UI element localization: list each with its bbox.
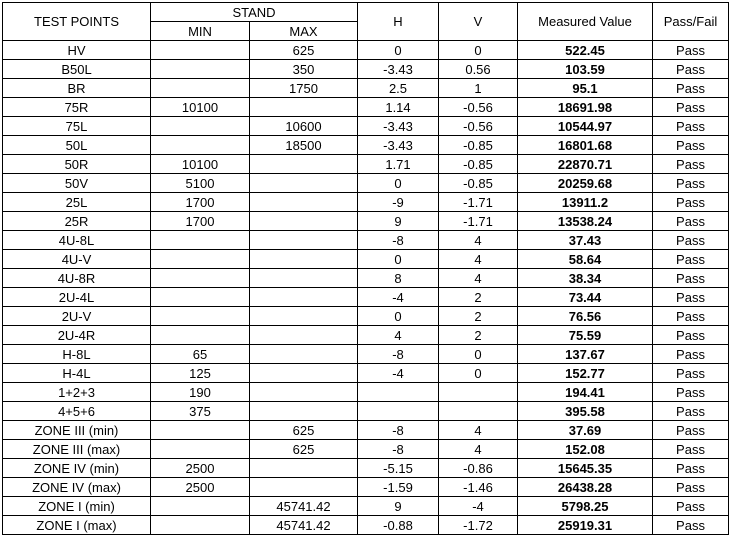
table-row <box>3 402 729 421</box>
cell-h: 2.5 <box>358 79 439 98</box>
header-pass-fail: Pass/Fail <box>653 3 729 41</box>
cell-h: 8 <box>358 269 439 288</box>
table-row <box>3 174 729 193</box>
cell-pass-fail: Pass <box>653 364 729 383</box>
cell-v: 1 <box>439 79 518 98</box>
table-row <box>3 269 729 288</box>
cell-min: 2500 <box>151 459 250 478</box>
cell-min <box>151 136 250 155</box>
cell-test-point: 50V <box>3 174 151 193</box>
cell-max <box>250 307 358 326</box>
cell-min <box>151 250 250 269</box>
cell-test-point: 75R <box>3 98 151 117</box>
header-max: MAX <box>250 22 358 41</box>
cell-h: 1.14 <box>358 98 439 117</box>
cell-v: -1.71 <box>439 212 518 231</box>
cell-pass-fail: Pass <box>653 402 729 421</box>
cell-pass-fail: Pass <box>653 98 729 117</box>
cell-h: 0 <box>358 174 439 193</box>
cell-min <box>151 288 250 307</box>
table-row <box>3 459 729 478</box>
cell-v: 0 <box>439 345 518 364</box>
table-row <box>3 79 729 98</box>
table-row <box>3 117 729 136</box>
cell-pass-fail: Pass <box>653 478 729 497</box>
cell-pass-fail: Pass <box>653 136 729 155</box>
cell-v: -1.71 <box>439 193 518 212</box>
cell-v: 0 <box>439 41 518 60</box>
table-row <box>3 98 729 117</box>
cell-min <box>151 326 250 345</box>
cell-pass-fail: Pass <box>653 421 729 440</box>
cell-max <box>250 459 358 478</box>
cell-pass-fail: Pass <box>653 193 729 212</box>
cell-max <box>250 288 358 307</box>
table-header <box>3 3 729 41</box>
cell-measured-value: 152.77 <box>518 364 653 383</box>
cell-test-point: 4U-8R <box>3 269 151 288</box>
table-row <box>3 497 729 516</box>
cell-pass-fail: Pass <box>653 231 729 250</box>
cell-min <box>151 41 250 60</box>
cell-h: 9 <box>358 212 439 231</box>
cell-max <box>250 326 358 345</box>
cell-pass-fail: Pass <box>653 345 729 364</box>
cell-measured-value: 22870.71 <box>518 155 653 174</box>
cell-h: -3.43 <box>358 60 439 79</box>
cell-test-point: ZONE IV (max) <box>3 478 151 497</box>
cell-max <box>250 231 358 250</box>
cell-measured-value: 13538.24 <box>518 212 653 231</box>
cell-measured-value: 395.58 <box>518 402 653 421</box>
cell-v: -4 <box>439 497 518 516</box>
cell-pass-fail: Pass <box>653 440 729 459</box>
cell-measured-value: 73.44 <box>518 288 653 307</box>
cell-measured-value: 25919.31 <box>518 516 653 535</box>
cell-test-point: 2U-4R <box>3 326 151 345</box>
cell-v: -1.46 <box>439 478 518 497</box>
cell-min <box>151 269 250 288</box>
cell-v <box>439 402 518 421</box>
table-row <box>3 250 729 269</box>
cell-min <box>151 497 250 516</box>
cell-v: 2 <box>439 326 518 345</box>
table-row <box>3 288 729 307</box>
cell-test-point: 25R <box>3 212 151 231</box>
table-row <box>3 41 729 60</box>
cell-h: -4 <box>358 288 439 307</box>
table-row <box>3 516 729 535</box>
cell-min <box>151 421 250 440</box>
table-row <box>3 231 729 250</box>
cell-min: 1700 <box>151 212 250 231</box>
cell-v: 2 <box>439 288 518 307</box>
table-row <box>3 307 729 326</box>
cell-measured-value: 37.43 <box>518 231 653 250</box>
cell-v: 2 <box>439 307 518 326</box>
cell-h: 0 <box>358 307 439 326</box>
table-row <box>3 155 729 174</box>
cell-h: 0 <box>358 250 439 269</box>
table-row <box>3 364 729 383</box>
cell-test-point: H-4L <box>3 364 151 383</box>
table-row <box>3 421 729 440</box>
cell-test-point: 2U-V <box>3 307 151 326</box>
cell-h: 0 <box>358 41 439 60</box>
cell-measured-value: 76.56 <box>518 307 653 326</box>
cell-test-point: 4U-V <box>3 250 151 269</box>
table-row <box>3 440 729 459</box>
cell-test-point: 75L <box>3 117 151 136</box>
cell-measured-value: 37.69 <box>518 421 653 440</box>
cell-h: -9 <box>358 193 439 212</box>
cell-measured-value: 95.1 <box>518 79 653 98</box>
cell-max: 625 <box>250 41 358 60</box>
cell-test-point: ZONE I (max) <box>3 516 151 535</box>
cell-v <box>439 383 518 402</box>
cell-h: -8 <box>358 345 439 364</box>
table-body <box>3 41 729 535</box>
cell-max <box>250 250 358 269</box>
cell-measured-value: 26438.28 <box>518 478 653 497</box>
header-h: H <box>358 3 439 41</box>
cell-pass-fail: Pass <box>653 41 729 60</box>
cell-h: -3.43 <box>358 117 439 136</box>
cell-test-point: 50L <box>3 136 151 155</box>
table-row <box>3 326 729 345</box>
cell-test-point: 4U-8L <box>3 231 151 250</box>
cell-v: 4 <box>439 269 518 288</box>
cell-v: 4 <box>439 421 518 440</box>
cell-max <box>250 212 358 231</box>
table-row <box>3 345 729 364</box>
cell-measured-value: 75.59 <box>518 326 653 345</box>
cell-min <box>151 231 250 250</box>
cell-min <box>151 516 250 535</box>
cell-measured-value: 58.64 <box>518 250 653 269</box>
table-row <box>3 60 729 79</box>
cell-max <box>250 98 358 117</box>
cell-min: 190 <box>151 383 250 402</box>
cell-h: -5.15 <box>358 459 439 478</box>
header-v: V <box>439 3 518 41</box>
cell-measured-value: 18691.98 <box>518 98 653 117</box>
cell-pass-fail: Pass <box>653 269 729 288</box>
cell-v: -1.72 <box>439 516 518 535</box>
cell-measured-value: 103.59 <box>518 60 653 79</box>
cell-max: 625 <box>250 440 358 459</box>
cell-pass-fail: Pass <box>653 60 729 79</box>
cell-min: 2500 <box>151 478 250 497</box>
cell-test-point: HV <box>3 41 151 60</box>
cell-measured-value: 522.45 <box>518 41 653 60</box>
table-row <box>3 478 729 497</box>
cell-max <box>250 174 358 193</box>
cell-measured-value: 20259.68 <box>518 174 653 193</box>
table-row <box>3 193 729 212</box>
cell-max: 45741.42 <box>250 497 358 516</box>
cell-test-point: B50L <box>3 60 151 79</box>
cell-min: 375 <box>151 402 250 421</box>
test-results-table <box>2 2 729 535</box>
cell-pass-fail: Pass <box>653 497 729 516</box>
header-min: MIN <box>151 22 250 41</box>
cell-min: 65 <box>151 345 250 364</box>
cell-max: 1750 <box>250 79 358 98</box>
table-row <box>3 212 729 231</box>
cell-h <box>358 402 439 421</box>
cell-measured-value: 152.08 <box>518 440 653 459</box>
cell-test-point: ZONE IV (min) <box>3 459 151 478</box>
cell-h: -3.43 <box>358 136 439 155</box>
cell-pass-fail: Pass <box>653 326 729 345</box>
cell-measured-value: 194.41 <box>518 383 653 402</box>
cell-measured-value: 137.67 <box>518 345 653 364</box>
cell-min <box>151 79 250 98</box>
cell-measured-value: 13911.2 <box>518 193 653 212</box>
cell-h: 9 <box>358 497 439 516</box>
cell-pass-fail: Pass <box>653 212 729 231</box>
cell-max <box>250 478 358 497</box>
cell-max <box>250 269 358 288</box>
cell-max <box>250 155 358 174</box>
cell-min: 10100 <box>151 155 250 174</box>
header-measured-value: Measured Value <box>518 3 653 41</box>
cell-test-point: 1+2+3 <box>3 383 151 402</box>
cell-pass-fail: Pass <box>653 459 729 478</box>
cell-v: -0.56 <box>439 98 518 117</box>
cell-test-point: ZONE III (max) <box>3 440 151 459</box>
cell-test-point: 4+5+6 <box>3 402 151 421</box>
cell-v: 0.56 <box>439 60 518 79</box>
cell-min: 125 <box>151 364 250 383</box>
cell-max: 18500 <box>250 136 358 155</box>
cell-pass-fail: Pass <box>653 250 729 269</box>
table-row <box>3 383 729 402</box>
cell-max: 10600 <box>250 117 358 136</box>
cell-v: 4 <box>439 250 518 269</box>
cell-h: -8 <box>358 231 439 250</box>
cell-v: -0.86 <box>439 459 518 478</box>
cell-test-point: 25L <box>3 193 151 212</box>
cell-test-point: 50R <box>3 155 151 174</box>
cell-v: 4 <box>439 440 518 459</box>
header-stand: STAND <box>151 3 358 22</box>
cell-pass-fail: Pass <box>653 155 729 174</box>
cell-max: 45741.42 <box>250 516 358 535</box>
cell-v: -0.85 <box>439 136 518 155</box>
cell-max <box>250 364 358 383</box>
cell-min: 5100 <box>151 174 250 193</box>
cell-min <box>151 117 250 136</box>
cell-min: 1700 <box>151 193 250 212</box>
cell-test-point: 2U-4L <box>3 288 151 307</box>
cell-pass-fail: Pass <box>653 307 729 326</box>
cell-h: -1.59 <box>358 478 439 497</box>
cell-measured-value: 15645.35 <box>518 459 653 478</box>
cell-v: -0.85 <box>439 174 518 193</box>
cell-min: 10100 <box>151 98 250 117</box>
cell-max: 625 <box>250 421 358 440</box>
cell-test-point: ZONE I (min) <box>3 497 151 516</box>
cell-v: 0 <box>439 364 518 383</box>
cell-v: -0.85 <box>439 155 518 174</box>
cell-h: -8 <box>358 440 439 459</box>
cell-v: 4 <box>439 231 518 250</box>
cell-pass-fail: Pass <box>653 117 729 136</box>
cell-pass-fail: Pass <box>653 79 729 98</box>
cell-test-point: ZONE III (min) <box>3 421 151 440</box>
cell-max <box>250 345 358 364</box>
cell-min <box>151 307 250 326</box>
cell-h: 4 <box>358 326 439 345</box>
table-row <box>3 136 729 155</box>
cell-max <box>250 383 358 402</box>
cell-pass-fail: Pass <box>653 174 729 193</box>
cell-test-point: BR <box>3 79 151 98</box>
cell-v: -0.56 <box>439 117 518 136</box>
cell-min <box>151 60 250 79</box>
cell-max: 350 <box>250 60 358 79</box>
cell-h <box>358 383 439 402</box>
header-test-points: TEST POINTS <box>3 3 151 41</box>
cell-measured-value: 10544.97 <box>518 117 653 136</box>
cell-max <box>250 402 358 421</box>
cell-h: -0.88 <box>358 516 439 535</box>
cell-h: -4 <box>358 364 439 383</box>
cell-h: -8 <box>358 421 439 440</box>
cell-measured-value: 38.34 <box>518 269 653 288</box>
cell-min <box>151 440 250 459</box>
cell-pass-fail: Pass <box>653 516 729 535</box>
cell-pass-fail: Pass <box>653 288 729 307</box>
cell-pass-fail: Pass <box>653 383 729 402</box>
cell-h: 1.71 <box>358 155 439 174</box>
cell-measured-value: 16801.68 <box>518 136 653 155</box>
cell-test-point: H-8L <box>3 345 151 364</box>
cell-measured-value: 5798.25 <box>518 497 653 516</box>
cell-max <box>250 193 358 212</box>
